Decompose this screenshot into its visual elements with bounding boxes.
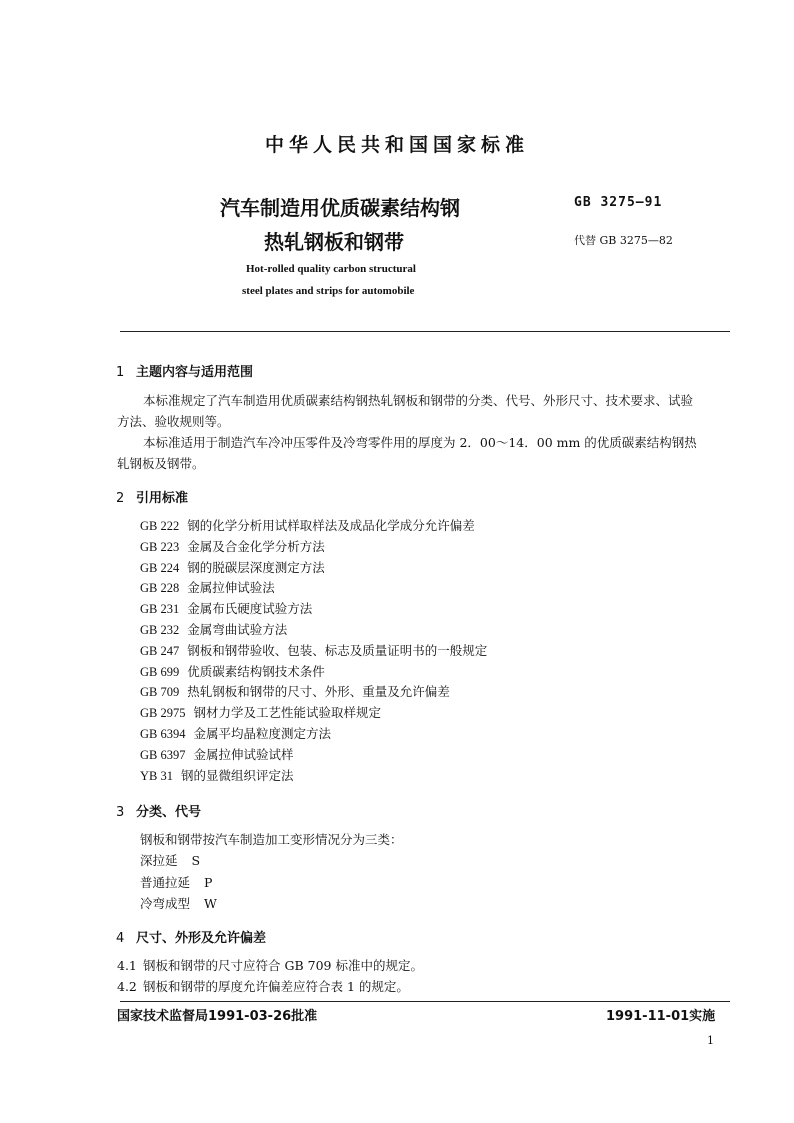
reference-item <box>140 620 487 641</box>
section-4-number: 4 <box>116 931 125 946</box>
reference-title: 金属布氏硬度试验方法 <box>187 601 313 617</box>
section-1-title: 主题内容与适用范围 <box>136 365 254 380</box>
reference-code: GB 228 <box>140 581 180 596</box>
standard-title-line1: 汽车制造用优质碳素结构钢 <box>220 196 460 220</box>
english-title-line1: Hot-rolled quality carbon structural <box>246 263 416 275</box>
reference-title: 热轧钢板和钢带的尺寸、外形、重量及允许偏差 <box>187 684 450 700</box>
section-4-heading <box>116 927 266 946</box>
reference-item <box>140 558 487 579</box>
clause-text: 钢板和钢带的厚度允许偏差应符合表 1 的规定。 <box>143 979 409 994</box>
reference-title: 优质碳素结构钢技术条件 <box>187 663 325 679</box>
reference-code: YB 31 <box>140 768 173 783</box>
section-3-intro: 钢板和钢带按汽车制造加工变形情况分为三类： <box>140 832 403 847</box>
section-1-number: 1 <box>116 365 125 380</box>
class-code: W <box>204 896 217 911</box>
reference-code: GB 6397 <box>140 747 186 762</box>
section-2-heading <box>116 487 188 506</box>
section-2-title: 引用标准 <box>136 491 189 506</box>
reference-title: 金属平均晶粒度测定方法 <box>193 725 332 741</box>
class-item-deep-drawing <box>140 850 200 871</box>
reference-item <box>140 724 487 745</box>
reference-title: 钢的脱碳层深度测定方法 <box>187 559 325 575</box>
section-3-heading <box>116 801 201 820</box>
reference-item <box>140 662 487 683</box>
class-item-normal-drawing <box>140 872 212 893</box>
section-2-number: 2 <box>116 491 125 506</box>
reference-item <box>140 641 487 662</box>
reference-item <box>140 599 487 620</box>
reference-code: GB 222 <box>140 519 180 533</box>
reference-title: 金属拉伸试验试样 <box>193 746 294 762</box>
section-1-para1-line1: 本标准规定了汽车制造用优质碳素结构钢热轧钢板和钢带的分类、代号、外形尺寸、技术要求、试验 <box>143 393 694 408</box>
standard-code: GB 3275—91 <box>574 195 663 210</box>
reference-title: 金属及合金化学分析方法 <box>187 538 325 554</box>
reference-code: GB 231 <box>140 602 180 617</box>
clause-number: 4.1 <box>117 958 137 973</box>
standard-title-line2: 热轧钢板和钢带 <box>264 230 404 254</box>
section-1-para2-line2: 轧钢板及钢带。 <box>117 456 205 471</box>
reference-item <box>140 578 487 599</box>
section-1-heading <box>116 361 253 380</box>
approval-date: 国家技术监督局1991-03-26批准 <box>117 1009 318 1024</box>
effective-date: 1991-11-01实施 <box>606 1009 716 1024</box>
reference-code: GB 232 <box>140 622 180 637</box>
class-label: 普通拉延 <box>140 875 191 890</box>
reference-code: GB 6394 <box>140 726 186 741</box>
header-divider <box>120 331 730 332</box>
section-3-title: 分类、代号 <box>136 805 202 820</box>
english-title-line2: steel plates and strips for automobile <box>242 285 415 297</box>
reference-code: GB 247 <box>140 643 180 658</box>
clause-text: 钢板和钢带的尺寸应符合 GB 709 标准中的规定。 <box>143 958 423 973</box>
clause-number: 4.2 <box>117 979 137 994</box>
section-4-title: 尺寸、外形及允许偏差 <box>136 931 267 946</box>
reference-title: 钢的化学分析用试样取样法及成品化学成分允许偏差 <box>187 518 475 533</box>
clause-4-2 <box>117 976 409 997</box>
reference-item <box>140 537 487 558</box>
reference-code: GB 699 <box>140 664 180 679</box>
reference-item <box>140 703 487 724</box>
section-1-para2-line1: 本标准适用于制造汽车冷冲压零件及冷弯零件用的厚度为 2．00～14．00 mm 的优质碳素结构钢热 <box>143 435 697 450</box>
reference-item <box>140 516 487 537</box>
reference-title: 钢板和钢带验收、包装、标志及质量证明书的一般规定 <box>187 642 488 658</box>
replaces-note: 代替 GB 3275—82 <box>574 234 673 247</box>
reference-item <box>140 766 487 787</box>
reference-code: GB 709 <box>140 685 180 700</box>
class-item-cold-bending <box>140 893 217 914</box>
footer-divider <box>120 1001 730 1002</box>
reference-title: 钢材力学及工艺性能试验取样规定 <box>193 705 382 721</box>
section-3-number: 3 <box>116 805 125 820</box>
reference-item <box>140 745 487 766</box>
class-label: 深拉延 <box>140 853 178 868</box>
section-1-para1-line2: 方法、验收规则等。 <box>117 414 230 429</box>
class-code: P <box>204 875 213 890</box>
reference-code: GB 223 <box>140 539 180 554</box>
class-label: 冷弯成型 <box>140 896 191 911</box>
issuing-body-title: 中华人民共和国国家标准 <box>264 134 529 156</box>
reference-code: GB 2975 <box>140 706 186 721</box>
page-number: 1 <box>707 1034 714 1047</box>
normative-references-list <box>140 516 487 786</box>
reference-title: 金属弯曲试验方法 <box>187 621 288 637</box>
reference-item <box>140 682 487 703</box>
clause-4-1 <box>117 955 423 976</box>
class-code: S <box>191 853 201 868</box>
reference-title: 金属拉伸试验法 <box>187 580 275 596</box>
reference-title: 钢的显微组织评定法 <box>181 767 294 783</box>
reference-code: GB 224 <box>140 560 180 575</box>
